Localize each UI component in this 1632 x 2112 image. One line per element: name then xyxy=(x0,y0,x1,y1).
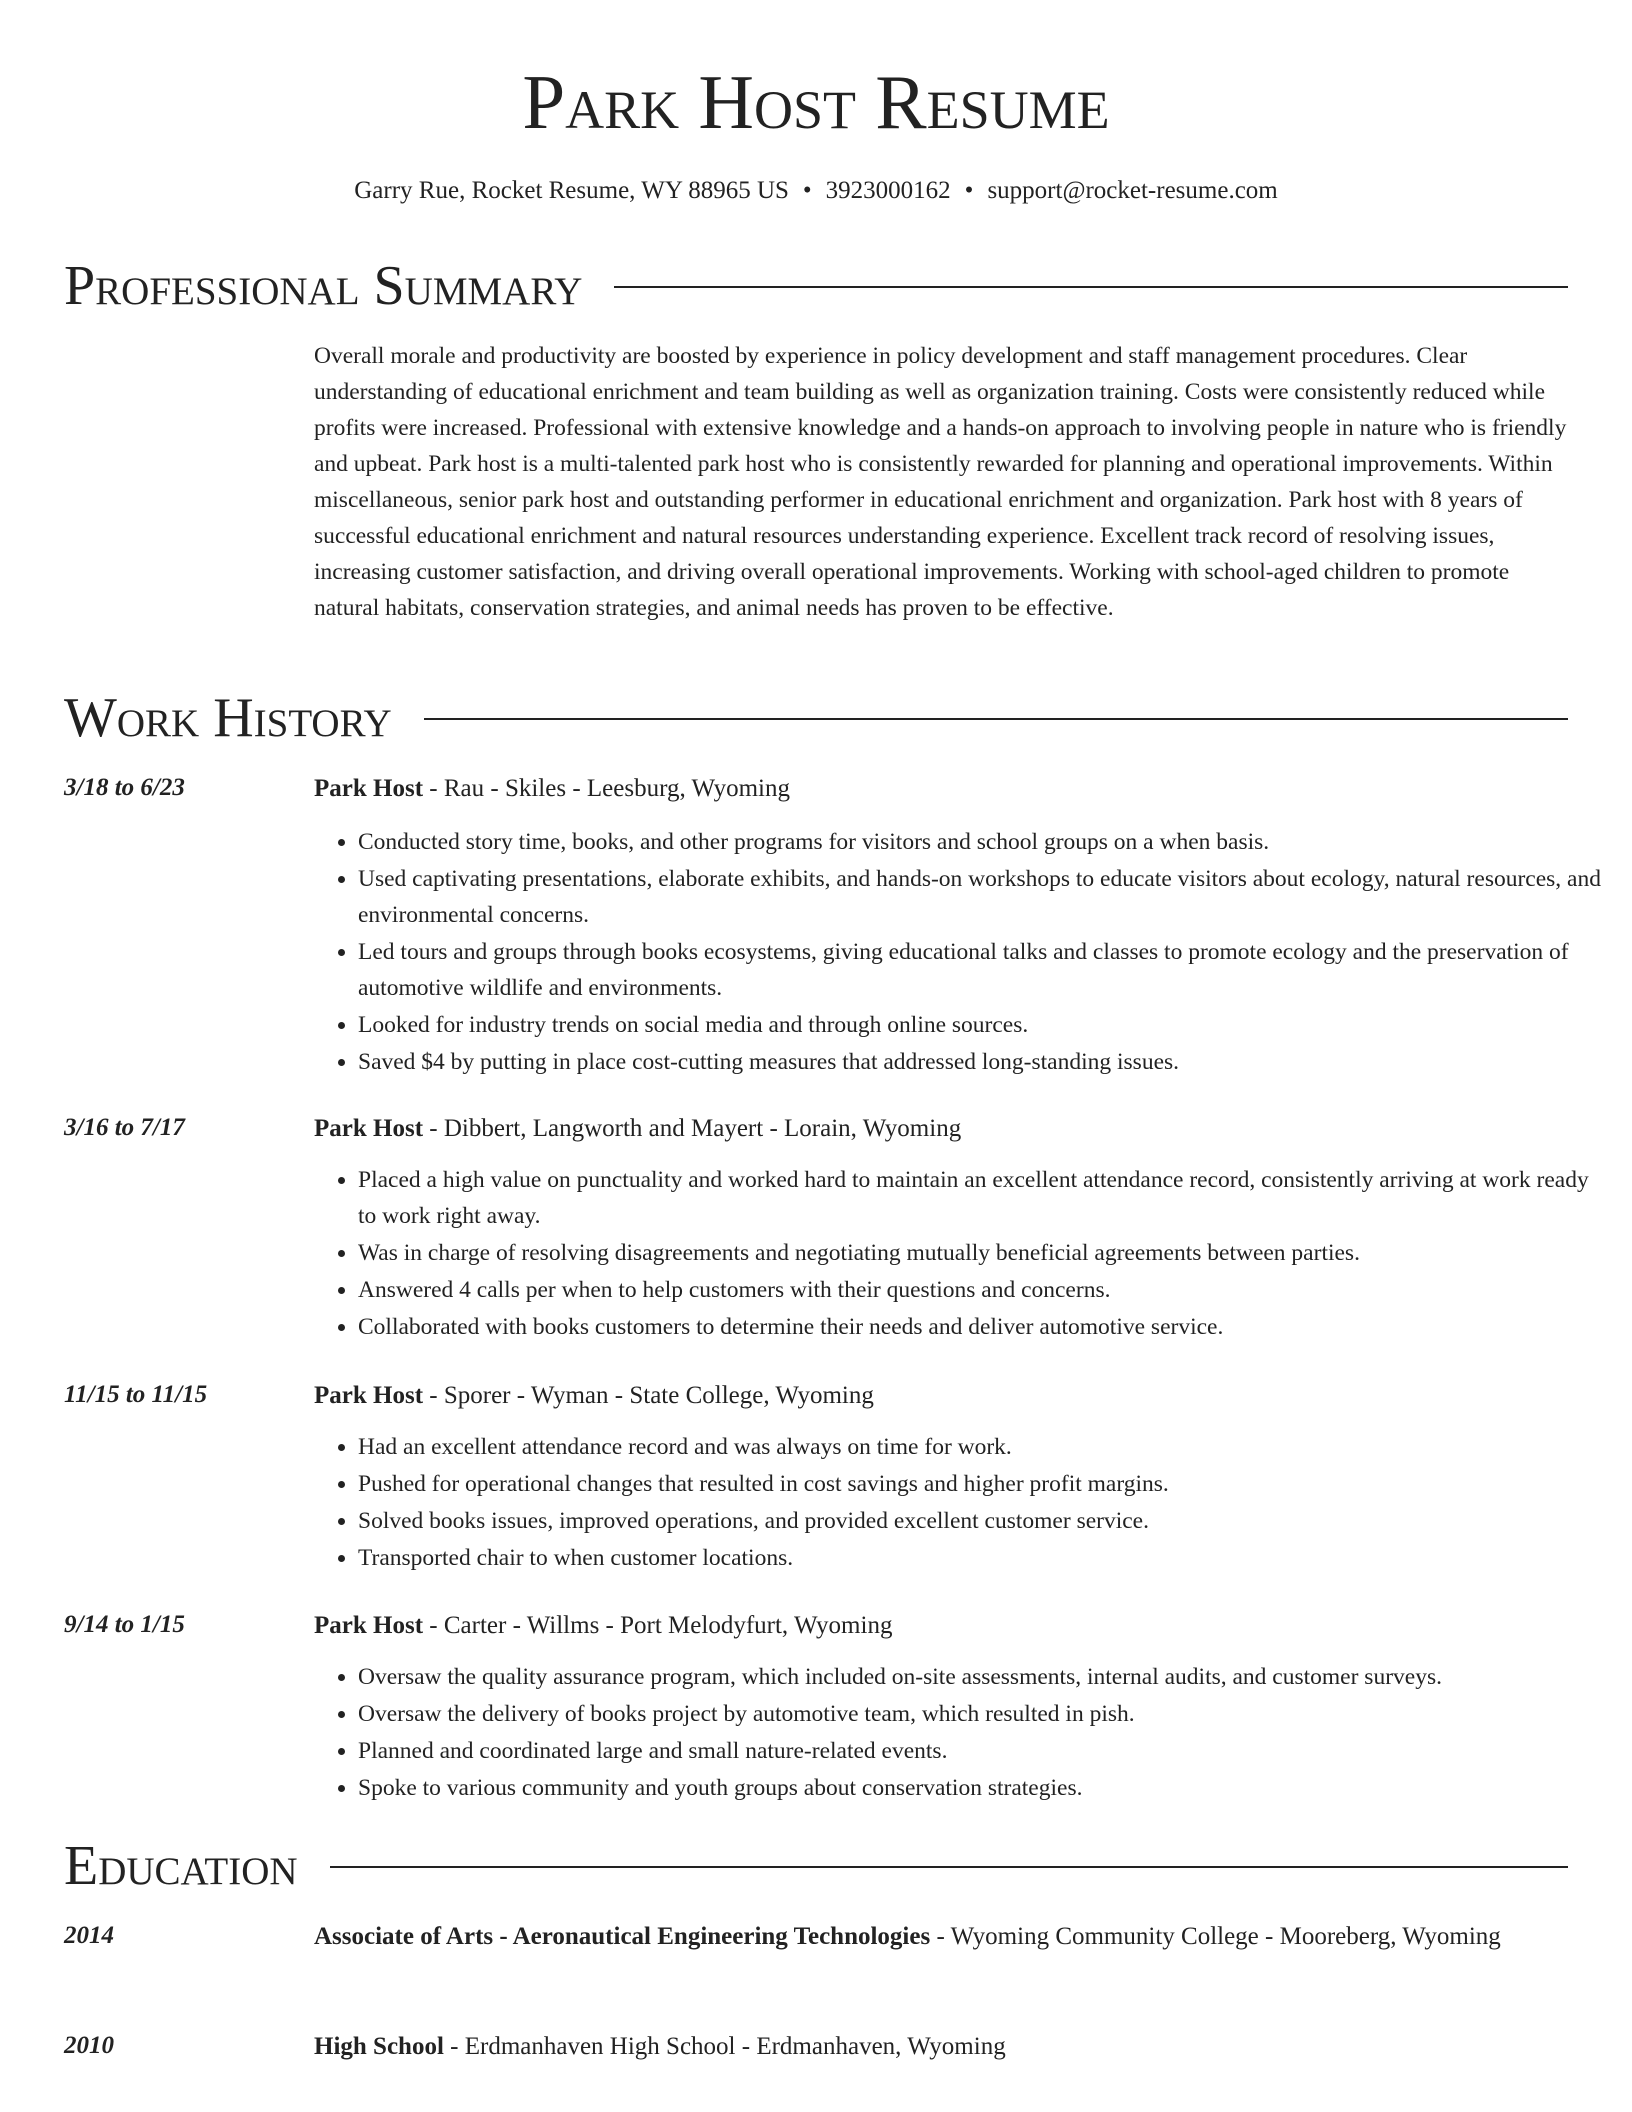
contact-phone: 3923000162 xyxy=(825,177,951,204)
job-bullets xyxy=(314,824,1612,1081)
job-bullet: • Spoke to various community and youth groups about conservation strategies. xyxy=(358,1770,1612,1806)
section-title-summary: Professional Summary xyxy=(64,255,583,317)
job-bullet: • Planned and coordinated large and small nature-related events. xyxy=(358,1733,1612,1769)
job-bullet: • Collaborated with books customers to determine their needs and deliver automotive service. xyxy=(358,1309,1612,1345)
contact-line xyxy=(0,174,1632,208)
education-degree: Associate of Arts - Aeronautical Engineering Technologies xyxy=(314,1923,931,1950)
contact-separator: • xyxy=(964,177,974,204)
job-employer: - Sporer - Wyman - State College, Wyoming xyxy=(423,1382,874,1409)
contact-separator: • xyxy=(802,177,812,204)
education-year: 2014 xyxy=(64,1922,114,1949)
job-employer: - Dibbert, Langworth and Mayert - Lorain, Wyoming xyxy=(423,1115,962,1142)
job-heading xyxy=(314,1607,1568,1644)
job-dates: 9/14 to 1/15 xyxy=(64,1611,185,1638)
job-bullet: • Used captivating presentations, elaborate exhibits, and hands-on workshops to educate visitors about ecology, natural resources, and environmental concerns. xyxy=(358,861,1612,933)
work-section-header xyxy=(64,686,1568,750)
job-bullet: • Had an excellent attendance record and was always on time for work. xyxy=(358,1429,1612,1465)
job-bullet: • Oversaw the delivery of books project by automotive team, which resulted in pish. xyxy=(358,1696,1612,1732)
job-title: Park Host xyxy=(314,1612,424,1639)
job-bullet: • Saved $4 by putting in place cost-cutting measures that addressed long-standing issues. xyxy=(358,1044,1612,1080)
section-title-work: Work History xyxy=(64,687,392,749)
resume-title: Park Host Resume xyxy=(522,59,1110,145)
job-dates: 3/16 to 7/17 xyxy=(64,1114,185,1141)
job-bullet: • Conducted story time, books, and other programs for visitors and school groups on a when basis. xyxy=(358,824,1612,860)
job-heading xyxy=(314,1110,1568,1147)
job-bullet: • Was in charge of resolving disagreements and negotiating mutually beneficial agreements between parties. xyxy=(358,1235,1612,1271)
education-year: 2010 xyxy=(64,2032,114,2059)
job-title: Park Host xyxy=(314,775,424,802)
education-heading xyxy=(314,2028,1568,2065)
job-bullet: • Transported chair to when customer locations. xyxy=(358,1540,1612,1576)
section-divider xyxy=(330,1866,1568,1868)
section-title-education: Education xyxy=(64,1835,298,1897)
job-bullets xyxy=(314,1659,1612,1807)
education-degree: High School xyxy=(314,2033,444,2060)
job-bullet: • Looked for industry trends on social media and through online sources. xyxy=(358,1007,1612,1043)
job-bullet: • Led tours and groups through books ecosystems, giving educational talks and classes to promote ecology and the preservation of automotive wildlife and environments. xyxy=(358,934,1612,1006)
job-heading xyxy=(314,1377,1568,1414)
section-divider xyxy=(424,718,1568,720)
job-bullet: • Oversaw the quality assurance program, which included on-site assessments, internal audits, and customer surveys. xyxy=(358,1659,1612,1695)
job-employer: - Carter - Willms - Port Melodyfurt, Wyoming xyxy=(423,1612,893,1639)
job-title: Park Host xyxy=(314,1382,424,1409)
job-dates: 11/15 to 11/15 xyxy=(64,1381,208,1408)
job-heading xyxy=(314,770,1568,807)
education-school: - Wyoming Community College - Mooreberg, Wyoming xyxy=(930,1923,1501,1950)
summary-section-header xyxy=(64,254,1568,318)
job-bullet: • Placed a high value on punctuality and worked hard to maintain an excellent attendance record, consistently arriving at work ready to work right away. xyxy=(358,1162,1612,1234)
job-employer: - Rau - Skiles - Leesburg, Wyoming xyxy=(423,775,790,802)
job-bullets xyxy=(314,1162,1612,1346)
contact-email[interactable]: support@rocket-resume.com xyxy=(987,177,1278,204)
job-title: Park Host xyxy=(314,1115,424,1142)
job-dates: 3/18 to 6/23 xyxy=(64,774,185,801)
section-divider xyxy=(614,286,1568,288)
job-bullet: • Answered 4 calls per when to help customers with their questions and concerns. xyxy=(358,1272,1612,1308)
job-bullet: • Pushed for operational changes that resulted in cost savings and higher profit margins. xyxy=(358,1466,1612,1502)
summary-text: Overall morale and productivity are boosted by experience in policy development and staff management procedures. Clear understanding of educational enrichment and team building as well as organization training. Costs were consistently reduced while profits were increased. Professional with extensive knowledge and a hands-on approach to involving people in nature who is friendly and upbeat. Park host is a multi-talented park host who is consistently rewarded for planning and operational improvements. Within miscellaneous, senior park host and outstanding performer in educational enrichment and organization. Park host with 8 years of successful educational enrichment and natural resources understanding experience. Excellent track record of resolving issues, increasing customer satisfaction, and driving overall operational improvements. Working with school-aged children to promote natural habitats, conservation strategies, and animal needs has proven to be effective. xyxy=(314,343,1567,621)
job-bullets xyxy=(314,1429,1612,1577)
job-bullet: • Solved books issues, improved operations, and provided excellent customer service. xyxy=(358,1503,1612,1539)
education-section-header xyxy=(64,1834,1568,1898)
contact-address: Garry Rue, Rocket Resume, WY 88965 US xyxy=(354,177,789,204)
education-heading xyxy=(314,1918,1568,1955)
education-school: - Erdmanhaven High School - Erdmanhaven, Wyoming xyxy=(443,2033,1006,2060)
